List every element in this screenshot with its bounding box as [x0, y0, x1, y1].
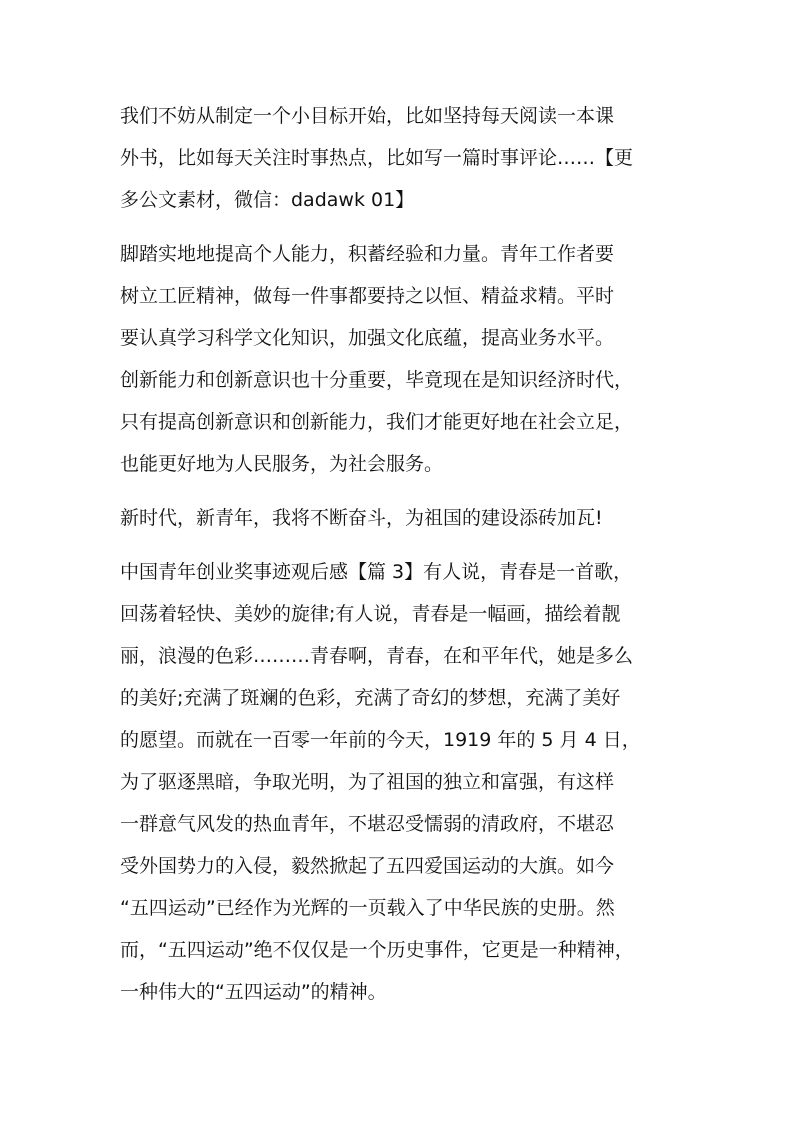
text-line: 树立工匠精神，做每一件事都要持之以恒、精益求精。平时 — [120, 285, 615, 307]
text-line: 只有提高创新意识和创新能力，我们才能更好地在社会立足， — [120, 411, 634, 433]
text-line: 受外国势力的入侵，毅然掀起了五四爱国运动的大旗。如今 — [120, 855, 615, 877]
text-line: 的愿望。而就在一百零一年前的今天，1919 年的 5 月 4 日， — [120, 729, 641, 751]
text-line: 也能更好地为人民服务，为社会服务。 — [120, 453, 444, 475]
text-line: 而，“五四运动”绝不仅仅是一个历史事件，它更是一种精神， — [120, 939, 634, 961]
text-line: 中国青年创业奖事迹观后感【篇 3】有人说，青春是一首歌， — [120, 561, 633, 583]
text-line: 外书，比如每天关注时事热点，比如写一篇时事评论……【更 — [120, 147, 634, 169]
text-line: 脚踏实地地提高个人能力，积蓄经验和力量。青年工作者要 — [120, 243, 615, 265]
text-line: 回荡着轻快、美妙的旋律;有人说，青春是一幅画，描绘着靓 — [120, 603, 621, 625]
text-line: 新时代，新青年，我将不断奋斗，为祖国的建设添砖加瓦! — [120, 507, 603, 529]
text-line: 我们不妨从制定一个小目标开始，比如坚持每天阅读一本课 — [120, 105, 615, 127]
text-line: 的美好;充满了斑斓的色彩，充满了奇幻的梦想，充满了美好 — [120, 687, 621, 709]
text-line: 为了驱逐黑暗，争取光明，为了祖国的独立和富强，有这样 — [120, 771, 615, 793]
text-line: 一种伟大的“五四运动”的精神。 — [120, 981, 387, 1003]
text-line: 一群意气风发的热血青年，不堪忍受懦弱的清政府，不堪忍 — [120, 813, 615, 835]
text-line: 创新能力和创新意识也十分重要，毕竟现在是知识经济时代， — [120, 369, 634, 391]
text-line: 丽，浪漫的色彩………青春啊，青春，在和平年代，她是多么 — [120, 645, 634, 667]
text-line: “五四运动”已经作为光辉的一页载入了中华民族的史册。然 — [120, 897, 615, 919]
text-line: 要认真学习科学文化知识，加强文化底蕴，提高业务水平。 — [120, 327, 615, 349]
text-line: 多公文素材，微信：dadawk 01】 — [120, 189, 415, 211]
